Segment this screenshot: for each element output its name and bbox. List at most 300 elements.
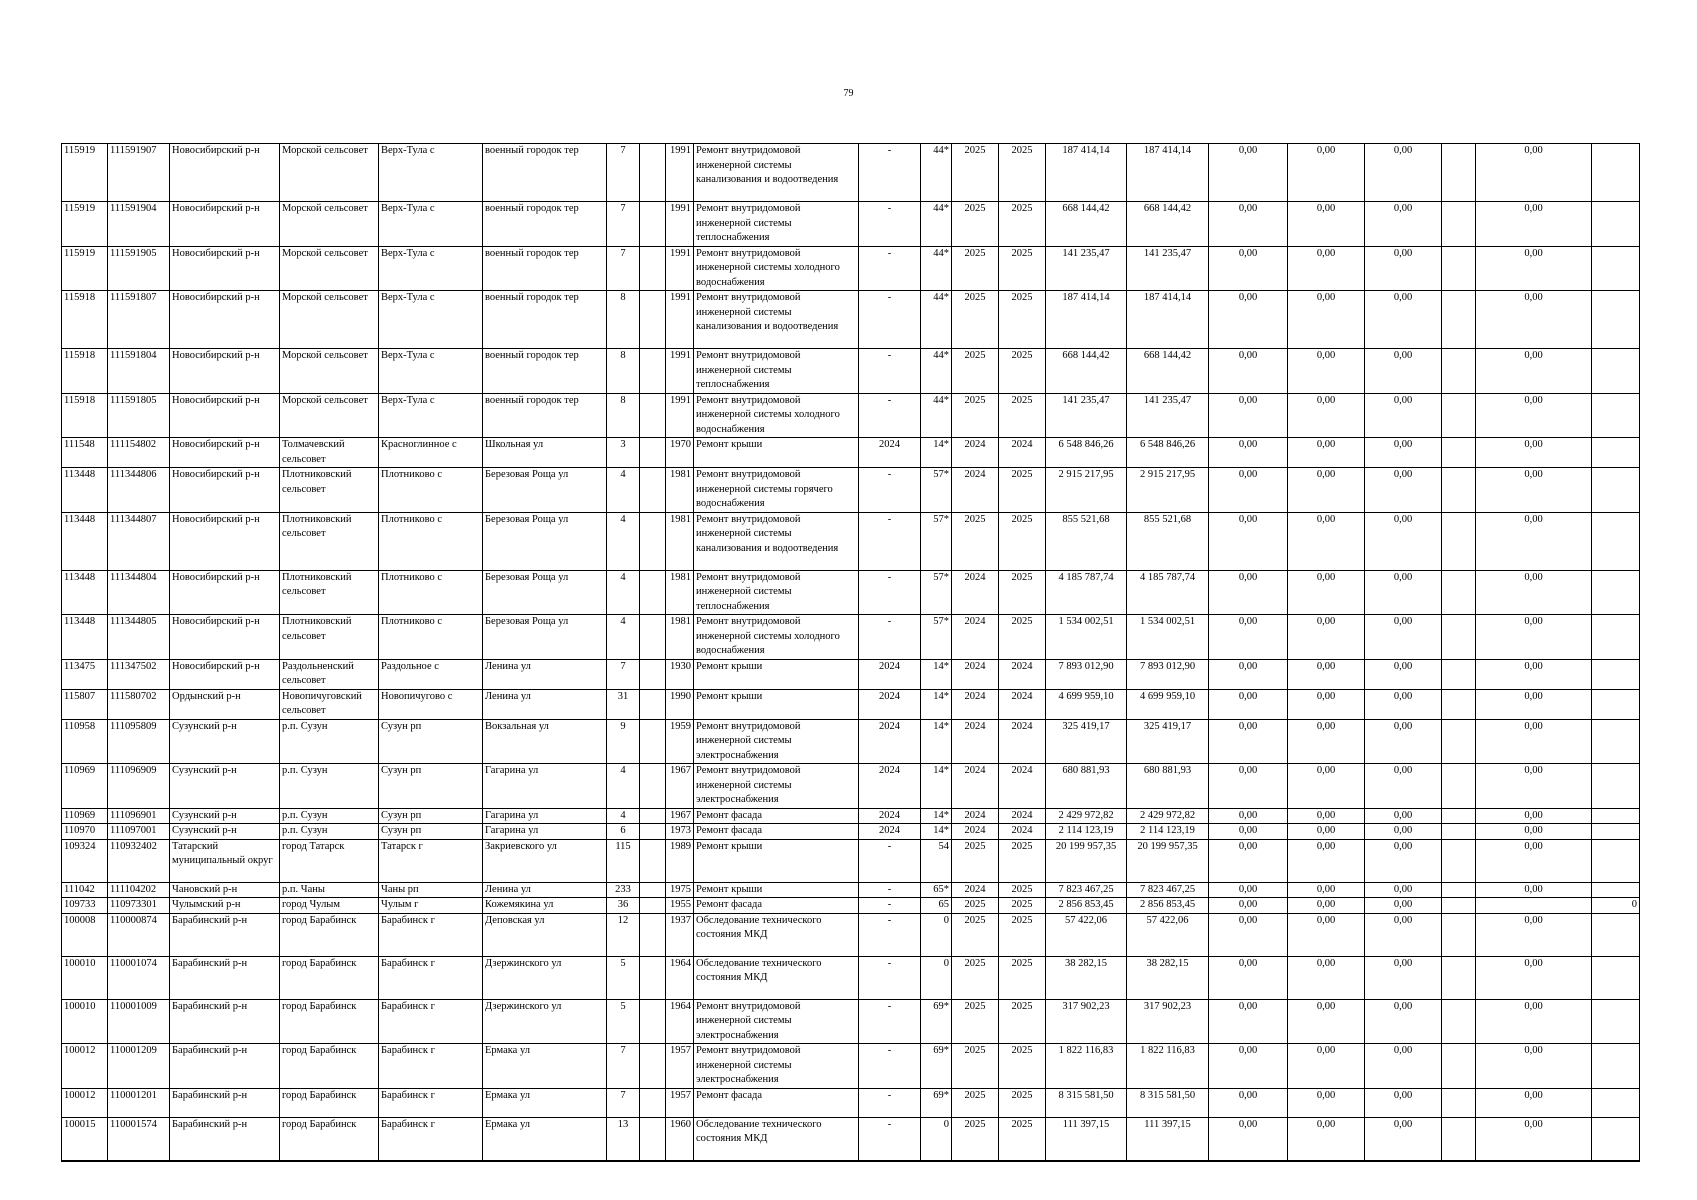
cell-wear-percent: 14* [921,438,952,468]
table-body [62,144,1640,1161]
cell-wear-percent: 14* [921,719,952,764]
cell-district: Барабинский р-н [170,1117,280,1161]
cell-house-number: 4 [607,512,640,570]
cell-cost-fund: 855 521,68 [1127,512,1209,570]
cell-start-year: 2025 [952,291,999,349]
cell-start-year: 2025 [952,349,999,394]
cell-house-number: 5 [607,956,640,999]
cell-cost-extra [1442,246,1476,291]
cell-cost-fund: 1 822 116,83 [1127,1044,1209,1089]
cell-work-type: Ремонт внутридомовой инженерной системы горячего водоснабжения [694,468,859,513]
cell-year-built: 1960 [666,1117,694,1161]
cell-cost-other [1592,438,1640,468]
cell-start-year: 2024 [952,824,999,840]
cell-locality: Барабинск г [379,1044,483,1089]
cell-street: Ленина ул [483,659,607,689]
cell-cost-regional: 0,00 [1288,246,1365,291]
cell-cost-extra [1442,764,1476,809]
cell-end-year: 2025 [999,882,1046,898]
cell-cost-total: 4 699 959,10 [1046,689,1127,719]
cell-cost-owners: 0,00 [1476,1044,1592,1089]
cell-building [640,689,666,719]
table-row [62,512,1640,570]
cell-cost-regional: 0,00 [1288,1117,1365,1161]
cell-cost-other [1592,468,1640,513]
cell-locality: Раздольное с [379,659,483,689]
table-row [62,808,1640,824]
cell-cost-other [1592,839,1640,882]
table-row [62,689,1640,719]
table-row [62,999,1640,1044]
cell-street: Закриевского ул [483,839,607,882]
cell-work-id: 110973301 [108,898,170,914]
cell-cost-fund: 38 282,15 [1127,956,1209,999]
cell-cost-local: 0,00 [1365,1117,1442,1161]
cell-cost-owners: 0,00 [1476,144,1592,202]
cell-cost-fund: 4 699 959,10 [1127,689,1209,719]
cell-start-year: 2025 [952,246,999,291]
cell-cost-regional: 0,00 [1288,882,1365,898]
table-row [62,956,1640,999]
cell-municipality: город Барабинск [280,1117,379,1161]
cell-cost-local: 0,00 [1365,808,1442,824]
cell-start-year: 2025 [952,956,999,999]
cell-cost-extra [1442,808,1476,824]
cell-plan-year: - [859,1117,921,1161]
cell-wear-percent: 57* [921,512,952,570]
cell-cost-owners: 0,00 [1476,659,1592,689]
cell-municipality: Новопичуговский сельсовет [280,689,379,719]
cell-object-id: 113448 [62,570,108,615]
table-row [62,1044,1640,1089]
cell-street: Вокзальная ул [483,719,607,764]
cell-building [640,999,666,1044]
cell-house-number: 3 [607,438,640,468]
cell-cost-owners: 0,00 [1476,291,1592,349]
cell-work-id: 111344807 [108,512,170,570]
cell-start-year: 2024 [952,468,999,513]
cell-municipality: Плотниковский сельсовет [280,512,379,570]
cell-house-number: 7 [607,144,640,202]
cell-cost-fund: 2 915 217,95 [1127,468,1209,513]
cell-cost-regional: 0,00 [1288,615,1365,660]
cell-street: Гагарина ул [483,808,607,824]
cell-municipality: Плотниковский сельсовет [280,570,379,615]
cell-municipality: город Чулым [280,898,379,914]
cell-work-id: 110932402 [108,839,170,882]
cell-locality: Барабинск г [379,1088,483,1117]
cell-cost-total: 20 199 957,35 [1046,839,1127,882]
cell-cost-federal: 0,00 [1209,824,1288,840]
cell-plan-year: 2024 [859,719,921,764]
cell-wear-percent: 65 [921,898,952,914]
cell-end-year: 2025 [999,1044,1046,1089]
cell-wear-percent: 69* [921,999,952,1044]
cell-cost-extra [1442,144,1476,202]
cell-cost-regional: 0,00 [1288,913,1365,956]
cell-cost-other [1592,1044,1640,1089]
cell-cost-fund: 141 235,47 [1127,393,1209,438]
cell-building [640,808,666,824]
cell-object-id: 100010 [62,999,108,1044]
cell-cost-owners [1476,898,1592,914]
cell-cost-fund: 325 419,17 [1127,719,1209,764]
cell-cost-regional: 0,00 [1288,689,1365,719]
cell-work-type: Ремонт внутридомовой инженерной системы электроснабжения [694,999,859,1044]
cell-municipality: город Барабинск [280,999,379,1044]
cell-cost-other [1592,393,1640,438]
cell-house-number: 31 [607,689,640,719]
cell-work-id: 111591904 [108,202,170,247]
cell-cost-fund: 2 114 123,19 [1127,824,1209,840]
cell-start-year: 2024 [952,689,999,719]
cell-cost-other [1592,764,1640,809]
cell-year-built: 1955 [666,898,694,914]
cell-street: Школьная ул [483,438,607,468]
cell-object-id: 110969 [62,808,108,824]
cell-building [640,1044,666,1089]
cell-cost-local: 0,00 [1365,1088,1442,1117]
cell-building [640,349,666,394]
cell-district: Чулымский р-н [170,898,280,914]
cell-cost-federal: 0,00 [1209,719,1288,764]
cell-start-year: 2025 [952,898,999,914]
cell-object-id: 115918 [62,393,108,438]
cell-object-id: 110969 [62,764,108,809]
cell-municipality: город Татарск [280,839,379,882]
cell-cost-regional: 0,00 [1288,898,1365,914]
cell-work-id: 110001074 [108,956,170,999]
cell-cost-local: 0,00 [1365,1044,1442,1089]
cell-cost-federal: 0,00 [1209,246,1288,291]
cell-cost-extra [1442,956,1476,999]
cell-district: Барабинский р-н [170,913,280,956]
cell-work-type: Ремонт внутридомовой инженерной системы канализования и водоотведения [694,144,859,202]
cell-building [640,913,666,956]
cell-street: Гагарина ул [483,824,607,840]
cell-work-type: Ремонт внутридомовой инженерной системы холодного водоснабжения [694,615,859,660]
cell-work-id: 111096909 [108,764,170,809]
cell-building [640,824,666,840]
cell-cost-extra [1442,349,1476,394]
cell-cost-fund: 7 893 012,90 [1127,659,1209,689]
cell-cost-extra [1442,898,1476,914]
cell-district: Чановский р-н [170,882,280,898]
cell-district: Сузунский р-н [170,719,280,764]
cell-plan-year: 2024 [859,689,921,719]
cell-work-id: 111095809 [108,719,170,764]
cell-wear-percent: 54 [921,839,952,882]
cell-cost-local: 0,00 [1365,144,1442,202]
cell-municipality: Морской сельсовет [280,246,379,291]
cell-work-id: 110001574 [108,1117,170,1161]
cell-building [640,898,666,914]
cell-end-year: 2025 [999,144,1046,202]
cell-plan-year: - [859,246,921,291]
cell-wear-percent: 57* [921,468,952,513]
cell-locality: Верх-Тула с [379,202,483,247]
cell-end-year: 2025 [999,349,1046,394]
cell-district: Барабинский р-н [170,1044,280,1089]
cell-district: Новосибирский р-н [170,202,280,247]
cell-house-number: 4 [607,570,640,615]
cell-plan-year: - [859,1044,921,1089]
cell-year-built: 1989 [666,839,694,882]
cell-cost-other [1592,291,1640,349]
cell-cost-total: 187 414,14 [1046,144,1127,202]
cell-end-year: 2025 [999,393,1046,438]
cell-cost-federal: 0,00 [1209,570,1288,615]
cell-cost-other [1592,615,1640,660]
cell-locality: Верх-Тула с [379,291,483,349]
cell-plan-year: 2024 [859,824,921,840]
cell-cost-total: 1 534 002,51 [1046,615,1127,660]
cell-cost-extra [1442,824,1476,840]
cell-cost-fund: 187 414,14 [1127,291,1209,349]
cell-cost-other [1592,808,1640,824]
cell-street: Ермака ул [483,1117,607,1161]
cell-year-built: 1970 [666,438,694,468]
cell-start-year: 2025 [952,1088,999,1117]
cell-cost-total: 8 315 581,50 [1046,1088,1127,1117]
cell-cost-other [1592,1117,1640,1161]
cell-house-number: 7 [607,1044,640,1089]
cell-start-year: 2025 [952,202,999,247]
cell-cost-regional: 0,00 [1288,999,1365,1044]
cell-cost-total: 2 915 217,95 [1046,468,1127,513]
cell-house-number: 4 [607,615,640,660]
cell-cost-extra [1442,719,1476,764]
cell-object-id: 115807 [62,689,108,719]
cell-cost-extra [1442,512,1476,570]
cell-cost-other [1592,824,1640,840]
cell-year-built: 1967 [666,808,694,824]
cell-cost-fund: 57 422,06 [1127,913,1209,956]
cell-house-number: 8 [607,393,640,438]
cell-cost-owners: 0,00 [1476,956,1592,999]
cell-end-year: 2024 [999,764,1046,809]
cell-work-id: 110001209 [108,1044,170,1089]
cell-year-built: 1959 [666,719,694,764]
cell-district: Новосибирский р-н [170,291,280,349]
cell-object-id: 113448 [62,468,108,513]
cell-district: Новосибирский р-н [170,570,280,615]
cell-object-id: 109733 [62,898,108,914]
cell-cost-regional: 0,00 [1288,512,1365,570]
table-row [62,764,1640,809]
cell-cost-owners: 0,00 [1476,719,1592,764]
cell-work-type: Ремонт внутридомовой инженерной системы электроснабжения [694,719,859,764]
cell-locality: Барабинск г [379,913,483,956]
cell-work-type: Обследование технического состояния МКД [694,956,859,999]
cell-plan-year: - [859,291,921,349]
cell-start-year: 2025 [952,1117,999,1161]
cell-start-year: 2024 [952,438,999,468]
cell-work-type: Ремонт крыши [694,438,859,468]
cell-house-number: 8 [607,291,640,349]
cell-cost-extra [1442,689,1476,719]
cell-cost-extra [1442,839,1476,882]
cell-object-id: 111548 [62,438,108,468]
cell-cost-extra [1442,1117,1476,1161]
table-row [62,468,1640,513]
cell-object-id: 113448 [62,512,108,570]
cell-municipality: Морской сельсовет [280,144,379,202]
cell-cost-federal: 0,00 [1209,689,1288,719]
cell-work-type: Ремонт крыши [694,839,859,882]
cell-locality: Сузун рп [379,824,483,840]
cell-building [640,246,666,291]
cell-cost-regional: 0,00 [1288,144,1365,202]
cell-cost-total: 6 548 846,26 [1046,438,1127,468]
cell-municipality: р.п. Чаны [280,882,379,898]
cell-cost-total: 4 185 787,74 [1046,570,1127,615]
cell-cost-other [1592,202,1640,247]
cell-object-id: 111042 [62,882,108,898]
cell-locality: Плотниково с [379,512,483,570]
cell-end-year: 2025 [999,512,1046,570]
cell-house-number: 233 [607,882,640,898]
cell-start-year: 2024 [952,808,999,824]
cell-work-type: Ремонт внутридомовой инженерной системы теплоснабжения [694,349,859,394]
cell-building [640,956,666,999]
cell-object-id: 113448 [62,615,108,660]
cell-street: Ленина ул [483,689,607,719]
cell-cost-local: 0,00 [1365,512,1442,570]
cell-start-year: 2024 [952,719,999,764]
cell-cost-regional: 0,00 [1288,349,1365,394]
cell-building [640,570,666,615]
cell-cost-total: 855 521,68 [1046,512,1127,570]
cell-locality: Верх-Тула с [379,144,483,202]
cell-district: Сузунский р-н [170,808,280,824]
cell-cost-federal: 0,00 [1209,898,1288,914]
cell-building [640,468,666,513]
table-row [62,1117,1640,1161]
cell-cost-owners: 0,00 [1476,246,1592,291]
cell-work-type: Обследование технического состояния МКД [694,913,859,956]
table-row [62,202,1640,247]
cell-cost-federal: 0,00 [1209,438,1288,468]
cell-cost-local: 0,00 [1365,468,1442,513]
cell-municipality: Плотниковский сельсовет [280,468,379,513]
cell-street: Березовая Роща ул [483,570,607,615]
table-row [62,246,1640,291]
cell-street: Березовая Роща ул [483,512,607,570]
cell-cost-regional: 0,00 [1288,468,1365,513]
cell-work-id: 111591805 [108,393,170,438]
cell-cost-other [1592,1088,1640,1117]
cell-locality: Плотниково с [379,468,483,513]
cell-start-year: 2024 [952,882,999,898]
cell-end-year: 2025 [999,615,1046,660]
cell-street: Березовая Роща ул [483,615,607,660]
cell-year-built: 1991 [666,349,694,394]
cell-house-number: 7 [607,202,640,247]
cell-municipality: Морской сельсовет [280,393,379,438]
cell-object-id: 113475 [62,659,108,689]
cell-work-type: Ремонт фасада [694,1088,859,1117]
cell-cost-total: 7 823 467,25 [1046,882,1127,898]
cell-municipality: город Барабинск [280,1088,379,1117]
cell-district: Новосибирский р-н [170,468,280,513]
cell-building [640,512,666,570]
cell-district: Татарский муниципальный округ [170,839,280,882]
cell-work-id: 111591905 [108,246,170,291]
cell-locality: Новопичугово с [379,689,483,719]
cell-year-built: 1975 [666,882,694,898]
cell-building [640,291,666,349]
cell-object-id: 115919 [62,246,108,291]
cell-cost-regional: 0,00 [1288,808,1365,824]
cell-year-built: 1991 [666,246,694,291]
cell-start-year: 2024 [952,764,999,809]
cell-work-id: 111591804 [108,349,170,394]
cell-locality: Чаны рп [379,882,483,898]
cell-cost-regional: 0,00 [1288,438,1365,468]
cell-municipality: город Барабинск [280,1044,379,1089]
cell-building [640,1117,666,1161]
cell-cost-owners: 0,00 [1476,824,1592,840]
cell-work-type: Ремонт внутридомовой инженерной системы электроснабжения [694,1044,859,1089]
table-row [62,570,1640,615]
cell-work-id: 111096901 [108,808,170,824]
cell-municipality: город Барабинск [280,913,379,956]
cell-district: Барабинский р-н [170,1088,280,1117]
cell-plan-year: - [859,999,921,1044]
cell-district: Новосибирский р-н [170,512,280,570]
cell-year-built: 1981 [666,615,694,660]
cell-cost-total: 2 429 972,82 [1046,808,1127,824]
cell-cost-extra [1442,291,1476,349]
cell-cost-owners: 0,00 [1476,839,1592,882]
cell-start-year: 2025 [952,144,999,202]
cell-street: военный городок тер [483,202,607,247]
cell-cost-other [1592,689,1640,719]
cell-plan-year: - [859,512,921,570]
cell-plan-year: - [859,839,921,882]
cell-cost-extra [1442,570,1476,615]
cell-cost-federal: 0,00 [1209,202,1288,247]
cell-cost-regional: 0,00 [1288,1088,1365,1117]
cell-end-year: 2024 [999,659,1046,689]
cell-cost-other [1592,144,1640,202]
cell-cost-fund: 680 881,93 [1127,764,1209,809]
cell-end-year: 2025 [999,898,1046,914]
cell-work-id: 111591807 [108,291,170,349]
cell-cost-total: 57 422,06 [1046,913,1127,956]
cell-building [640,438,666,468]
cell-cost-regional: 0,00 [1288,202,1365,247]
cell-year-built: 1991 [666,144,694,202]
cell-plan-year: 2024 [859,764,921,809]
cell-district: Барабинский р-н [170,999,280,1044]
cell-cost-total: 668 144,42 [1046,202,1127,247]
cell-work-type: Ремонт внутридомовой инженерной системы электроснабжения [694,764,859,809]
cell-street: Кожемякина ул [483,898,607,914]
cell-district: Новосибирский р-н [170,438,280,468]
cell-cost-regional: 0,00 [1288,393,1365,438]
table-row [62,291,1640,349]
cell-object-id: 100010 [62,956,108,999]
cell-street: Березовая Роща ул [483,468,607,513]
cell-municipality: Раздольненский сельсовет [280,659,379,689]
cell-work-type: Ремонт крыши [694,659,859,689]
cell-end-year: 2025 [999,999,1046,1044]
cell-work-type: Ремонт внутридомовой инженерной системы канализования и водоотведения [694,512,859,570]
cell-cost-federal: 0,00 [1209,839,1288,882]
cell-plan-year: - [859,882,921,898]
